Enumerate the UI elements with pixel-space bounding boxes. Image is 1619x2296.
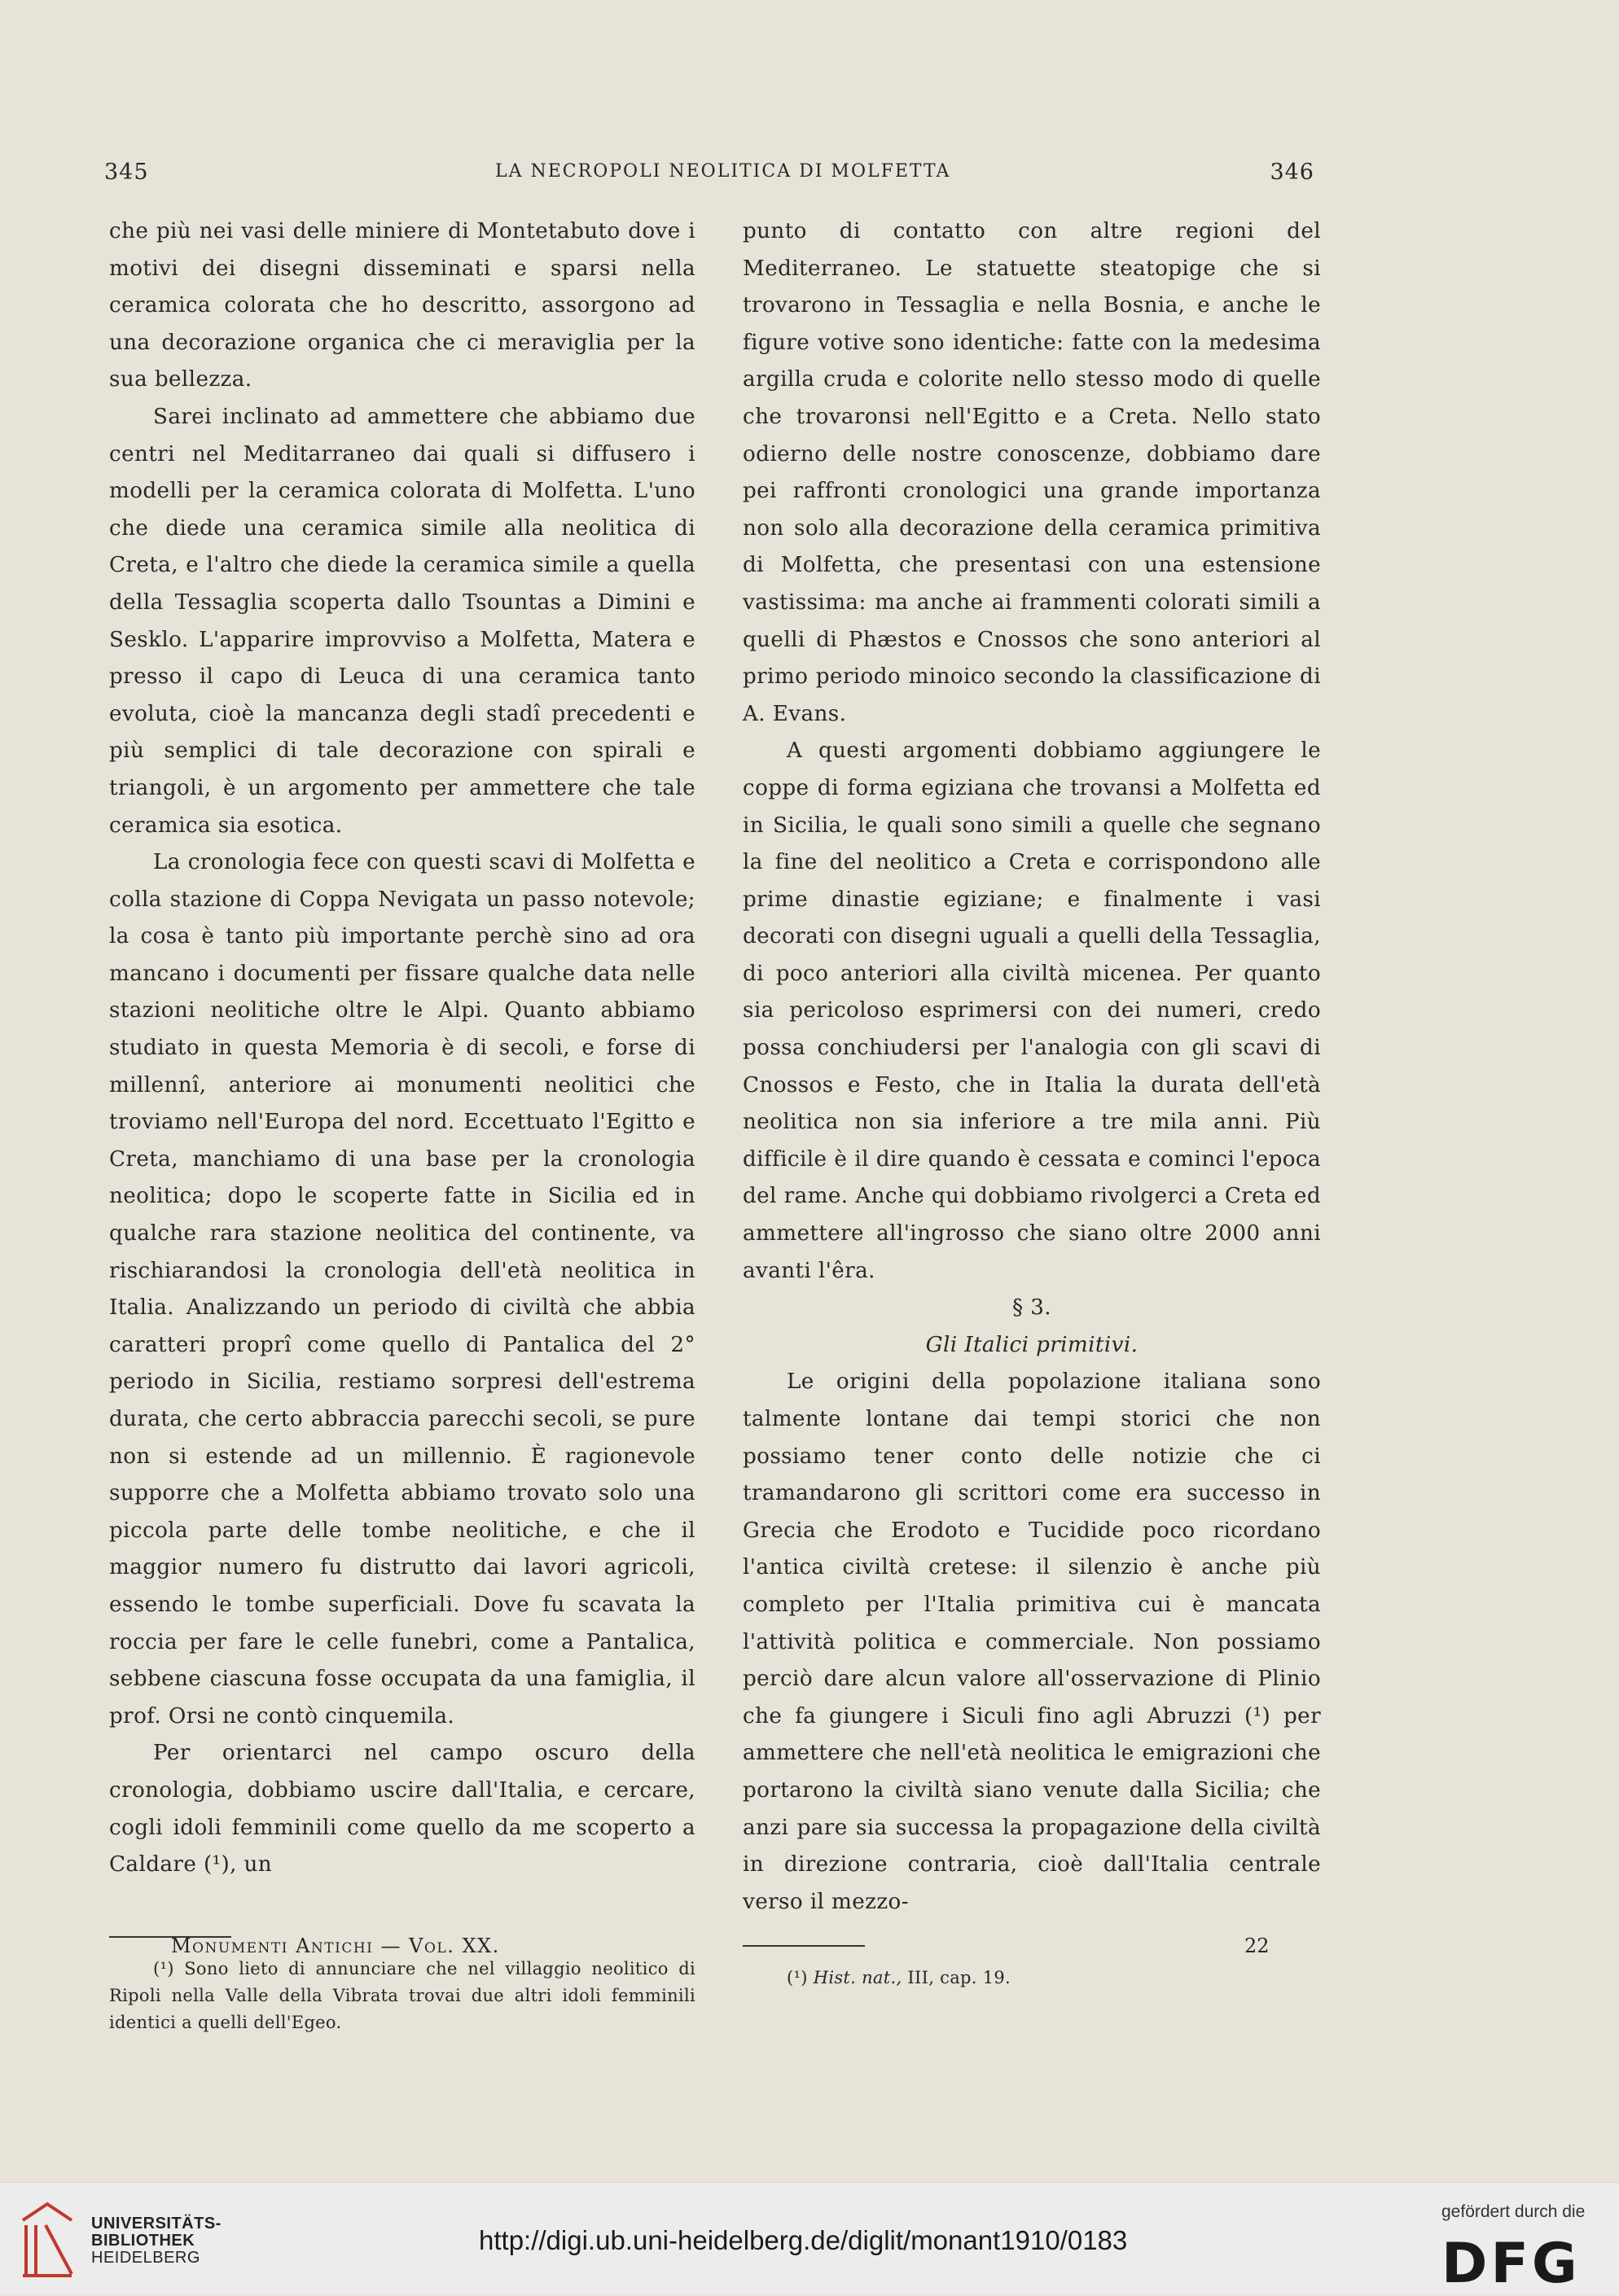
library-name-line: UNIVERSITÄTS- — [91, 2215, 222, 2232]
footnote-mark: (¹) — [787, 1968, 808, 1988]
journal-signature: Monumenti Antichi — Vol. XX. — [171, 1935, 500, 1957]
page-number-right: 346 — [1270, 160, 1314, 185]
sponsor-label: gefördert durch die — [1441, 2202, 1586, 2221]
left-column — [109, 213, 695, 2036]
footnote: (¹) Sono lieto di annunciare che nel villaggio neolitico di Ripoli nella Valle della Vibrata trovai due altri idoli femminili identici a quelli dell'Egeo. — [109, 1958, 695, 2032]
university-library-logo-icon — [18, 2196, 77, 2281]
library-name — [91, 2215, 222, 2267]
page-number-left: 345 — [104, 160, 149, 185]
paragraph: Per orientarci nel campo oscuro della cronologia, dobbiamo uscire dall'Italia, e cercare, cogli idoli femminili come quello da me scoperto a Caldare (¹), un — [109, 1741, 695, 1878]
section-number: § 3. — [1011, 1295, 1051, 1321]
right-column — [743, 213, 1321, 1991]
library-name-line: HEIDELBERG — [91, 2249, 200, 2267]
paragraph: A questi argomenti dobbiamo aggiungere le coppe di forma egiziana che trovansi a Molfetta ed in Sicilia, le quali sono simili a quelle che segnano la fine del neolitico a Creta e corrispondono alle prime dinastie egiziane; e finalmente i vasi decorati con disegni uguali a quelli della Tessaglia, di poco anteriori alla civiltà micenea. Per quanto sia pericoloso esprimersi con dei numeri, credo possa conchiudersi per l'analogia con gli scavi di Cnossos e Festo, che in Italia la durata dell'età neolitica non sia inferiore a tre mila anni. Più difficile è il dire quando è cessata e cominci l'epoca del rame. Anche qui dobbiamo rivolgerci a Creta ed ammettere all'ingrosso che siano oltre 2000 anni avanti l'êra. — [743, 738, 1321, 1283]
running-title: LA NECROPOLI NEOLITICA DI MOLFETTA — [495, 161, 951, 182]
paragraph: La cronologia fece con questi scavi di Molfetta e colla stazione di Coppa Nevigata un passo notevole; la cosa è tanto più importante perchè sino ad ora mancano i documenti per fissare qualche data nelle stazioni neolitiche oltre le Alpi. Quanto abbiamo studiato in questa Memoria è di secoli, e forse di millennî, anteriore ai monumenti neolitici che troviamo nell'Europa del nord. Eccettuato l'Egitto e Creta, manchiamo di una base per la cronologia neolitica; dopo le scoperte fatte in Sicilia ed in qualche rara stazione neolitica del continente, va rischiarandosi la cronologia dell'età neolitica in Italia. Analizzando un periodo di civiltà che abbia caratteri proprî come quello di Pantalica del 2° periodo in Sicilia, restiamo sorpresi dell'estrema durata, che certo abbraccia parecchi secoli, se pure non si estende ad un millennio. È ragionevole supporre che a Molfetta abbiamo trovato solo una piccola parte delle tombe neolitiche, e che il maggior numero fu distrutto dai lavori agricoli, essendo le tombe superficiali. Dove fu scavata la roccia per fare le celle funebri, come a Pantalica, sebbene ciascuna fosse occupata da una famiglia, il prof. Orsi ne contò cinquemila. — [109, 850, 695, 1729]
footnote-divider — [743, 1945, 865, 1947]
footnote — [743, 1965, 1321, 1991]
permalink-url[interactable]: http://digi.ub.uni-heidelberg.de/diglit/monant1910/0183 — [479, 2225, 1128, 2255]
dfg-logo: DFG — [1441, 2232, 1581, 2296]
paragraph: punto di contatto con altre regioni del Mediterraneo. Le statuette steatopige che si trovarono in Tessaglia e nella Bosnia, e anche le figure votive sono identiche: fatte con la medesima argilla cruda e colorite nello stesso modo di quelle che trovaronsi nell'Egitto e a Creta. Nello stato odierno delle nostre conoscenze, dobbiamo dare pei raffronti cronologici una grande importanza non solo alla decorazione della ceramica primitiva di Molfetta, che presentasi con una estensione vastissima: ma anche ai frammenti colorati simili a quelli di Phæstos e Cnossos che sono anteriori al primo periodo minoico secondo la classificazione di A. Evans. — [743, 219, 1321, 726]
section-title: Gli Italici primitivi. — [925, 1332, 1139, 1357]
paragraph: che più nei vasi delle miniere di Montetabuto dove i motivi dei disegni disseminati e sparsi nella ceramica colorata che ho descritto, assorgono ad una decorazione organica che ci meraviglia per la sua bellezza. — [109, 219, 695, 392]
paragraph: Sarei inclinato ad ammettere che abbiamo due centri nel Meditarraneo dai quali si diffusero i modelli per la ceramica colorata di Molfetta. L'uno che diede una ceramica simile alla neolitica di Creta, e l'altro che diede la ceramica simile a quella della Tessaglia scoperta dallo Tsountas a Dimini e Sesklo. L'apparire improvviso a Molfetta, Matera e presso il capo di Leuca di una ceramica tanto evoluta, cioè la mancanza degli stadî precedenti e più semplici di tale decorazione con spirali e triangoli, è un argomento per ammettere che tale ceramica sia esotica. — [109, 404, 695, 838]
footnote-text: III, cap. 19. — [907, 1968, 1011, 1988]
library-name-line: BIBLIOTHEK — [91, 2232, 195, 2250]
digitization-banner — [0, 2182, 1619, 2294]
footnote-reference: Hist. nat., — [813, 1968, 902, 1988]
running-head — [0, 160, 1619, 192]
signature-number: 22 — [1244, 1935, 1270, 1957]
paragraph: Le origini della popolazione italiana sono talmente lontane dai tempi storici che non possiamo tener conto delle notizie che ci tramandarono gli scrittori come era successo in Grecia che Erodoto e Tucidide poco ricordano l'antica civiltà cretese: il silenzio è anche più completo per l'Italia primitiva cui è mancata l'attività politica e commerciale. Non possiamo perciò dare alcun valore all'osservazione di Plinio che fa giungere i Siculi fino agli Abruzzi (¹) per ammettere che nell'età neolitica le emigrazioni che portarono la civiltà siano venute dalla Sicilia; che anzi pare sia successa la propagazione della civiltà in direzione contraria, cioè dall'Italia centrale verso il mezzo- — [743, 1369, 1321, 1914]
